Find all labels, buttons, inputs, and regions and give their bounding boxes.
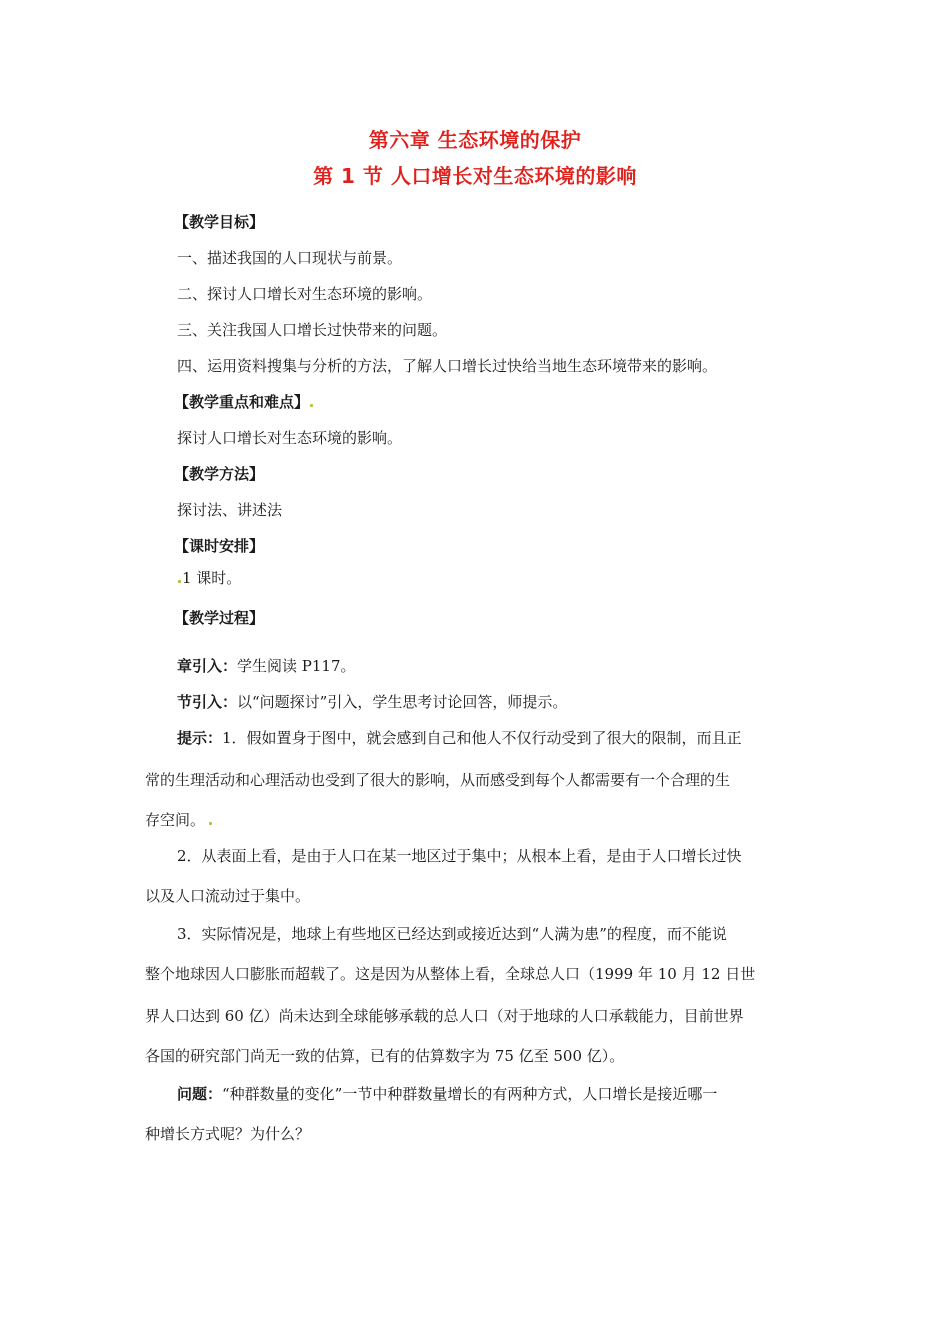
methods-heading: 【教学方法】 [174,465,265,483]
marker-dot [310,404,313,407]
objective-item-4: 四、运用资料搜集与分析的方法，了解人口增长过快给当地生态环境带来的影响。 [177,357,718,375]
process-heading: 【教学过程】 [174,609,265,627]
hint-3-line-1: 3．实际情况是，地球上有些地区已经达到或接近达到“人满为患”的程度，而不能说 [177,925,727,943]
hint-1-text-3: 存空间。 [145,811,206,829]
hint-label: 提示： [177,729,223,747]
key-points-heading-text: 【教学重点和难点】 [174,393,310,411]
marker-dot [178,580,181,583]
chapter-title: 第六章 生态环境的保护 [368,128,582,152]
key-points-text: 探讨人口增长对生态环境的影响。 [177,429,403,447]
hint-1-text-1: 1．假如置身于图中，就会感到自己和他人不仅行动受到了很大的限制，而且正 [222,729,742,747]
objectives-heading: 【教学目标】 [174,213,265,231]
schedule-text: 1 课时。 [182,569,242,587]
schedule-line [177,568,241,588]
chapter-intro [177,656,356,676]
hint-2-line-2: 以及人口流动过于集中。 [145,887,311,905]
question-label: 问题： [177,1085,223,1103]
hint-1-line-2: 常的生理活动和心理活动也受到了很大的影响，从而感受到每个人都需要有一个合理的生 [145,771,731,789]
hint-3-line-2: 整个地球因人口膨胀而超载了。这是因为从整体上看，全球总人口（1999 年 10 月 12 日世 [145,965,756,983]
objective-item-1: 一、描述我国的人口现状与前景。 [177,249,403,267]
hint-1-line-1 [177,728,742,748]
key-points-heading [174,392,314,412]
hint-3-line-3: 界人口达到 60 亿）尚未达到全球能够承载的总人口（对于地球的人口承载能力，目前世界 [145,1007,744,1025]
hint-2-line-1: 2．从表面上看，是由于人口在某一地区过于集中；从根本上看，是由于人口增长过快 [177,847,742,865]
marker-dot [209,822,212,825]
objective-item-3: 三、关注我国人口增长过快带来的问题。 [177,321,448,339]
section-title: 第 1 节 人口增长对生态环境的影响 [313,164,637,188]
section-intro-label: 节引入： [177,693,238,711]
section-intro-text: 以“问题探讨”引入，学生思考讨论回答，师提示。 [237,693,568,711]
chapter-intro-text: 学生阅读 P117。 [237,657,356,675]
hint-1-line-3 [145,810,213,830]
question-line-1 [177,1084,717,1104]
methods-text: 探讨法、讲述法 [177,501,283,519]
question-line-2: 种增长方式呢？为什么？ [145,1125,311,1143]
chapter-intro-label: 章引入： [177,657,238,675]
schedule-heading: 【课时安排】 [174,537,265,555]
objective-item-2: 二、探讨人口增长对生态环境的影响。 [177,285,433,303]
section-intro [177,692,567,712]
question-text-1: “种群数量的变化”一节中种群数量增长的有两种方式，人口增长是接近哪一 [222,1085,718,1103]
hint-3-line-4: 各国的研究部门尚无一致的估算，已有的估算数字为 75 亿至 500 亿）。 [145,1047,625,1065]
